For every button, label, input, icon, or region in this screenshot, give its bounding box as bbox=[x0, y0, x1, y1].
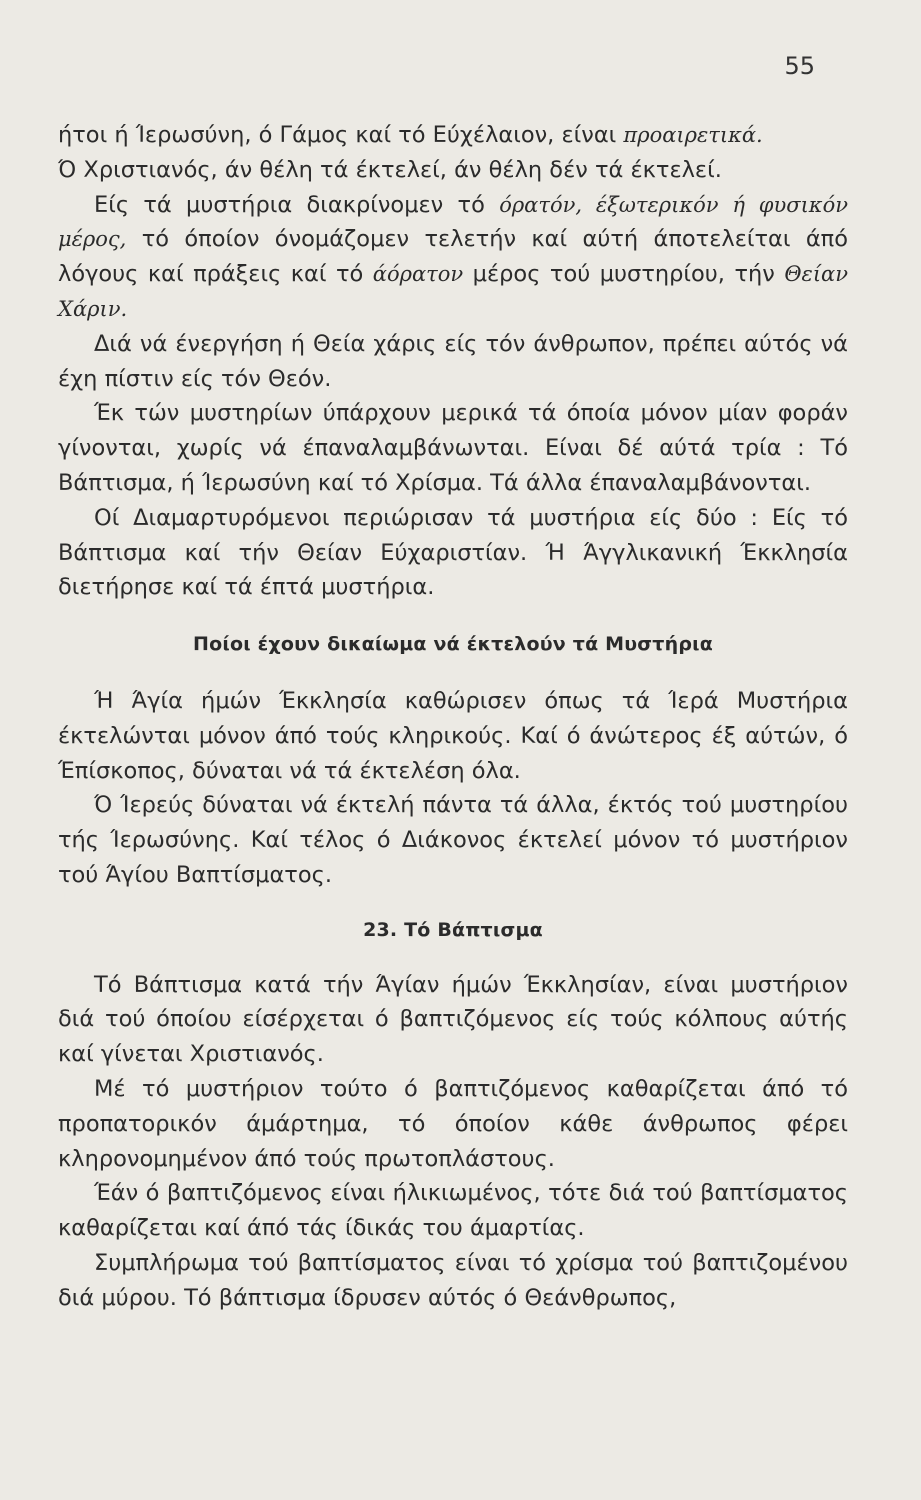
paragraph-p3 bbox=[58, 188, 848, 327]
text-run: Έάν ό βαπτιζόμενος είναι ήλικιωμένος, τότε διά τού βαπτίσματος καθαρίζεται καί άπό τάς ίδικάς του άμαρτίας. bbox=[58, 1180, 848, 1242]
text-run: Ή Άγία ήμών Έκκλησία καθώρισεν όπως τά Ίερά Μυστήρια έκτελώνται μόνον άπό τούς κληρικούς. Καί ό άνώτερος έξ αύτών, ό Έπίσκοπος, δύναται νά τά έκτελέση όλα. bbox=[58, 687, 848, 784]
italic-phrase: άόρατον bbox=[372, 262, 464, 287]
paragraphs-top bbox=[58, 118, 848, 605]
paragraph-p7 bbox=[58, 684, 848, 788]
text-run: τό όποίον όνομάζομεν τελετήν καί αύτή άποτελείται άπό λόγους καί πράξεις καί τό bbox=[58, 226, 848, 288]
paragraph-p6 bbox=[58, 501, 848, 605]
text-run: Διά νά ένεργήση ή Θεία χάρις είς τόν άνθρωπον, πρέπει αύτός νά έχη πίστιν είς τόν Θεόν. bbox=[58, 330, 848, 392]
text-run: Έκ τών μυστηρίων ύπάρχουν μερικά τά όποία μόνον μίαν φοράν γίνονται, χωρίς νά έπαναλαμβάνωνται. Είναι δέ αύτά τρία : Τό Βάπτισμα, ή Ίερωσύνη καί τό Χρίσμα. Τά άλλα έπαναλαμβάνονται. bbox=[58, 400, 848, 496]
paragraphs-middle bbox=[58, 684, 848, 893]
section-title: Ποίοι έχουν δικαίωμα νά έκτελούν τά Μυστήρια bbox=[193, 633, 713, 656]
page-number: 55 bbox=[784, 52, 815, 80]
paragraph-p4 bbox=[58, 327, 848, 397]
text-run: ήτοι ή Ίερωσύνη, ό Γάμος καί τό Εύχέλαιον, είναι bbox=[58, 122, 624, 148]
paragraph-p10 bbox=[58, 1072, 848, 1176]
italic-phrase: προαιρετικά. bbox=[623, 123, 763, 147]
paragraphs-bottom bbox=[58, 968, 848, 1316]
text-run: Μέ τό μυστήριον τούτο ό βαπτιζόμενος καθαρίζεται άπό τό προπατορικόν άμάρτημα, τό όποίον κάθε άνθρωπος φέρει κληρονομημένον άπό τούς πρωτοπλάστους. bbox=[58, 1075, 848, 1172]
italic-phrase: όρατόν, έξωτερικόν ή φυσικόν μέρος, bbox=[58, 192, 848, 252]
paragraph-p1 bbox=[58, 118, 848, 153]
text-run: Ό Χριστιανός, άν θέλη τά έκτελεί, άν θέλη δέν τά έκτελεί. bbox=[58, 156, 722, 183]
text-run: Συμπλήρωμα τού βαπτίσματος είναι τό χρίσμα τού βαπτιζομένου διά μύρου. Τό βάπτισμα ίδρυσεν αύτός ό Θεάνθρωπος, bbox=[58, 1249, 848, 1311]
chapter-subtitle: 23. Τό Βάπτισμα bbox=[363, 918, 543, 941]
paragraph-p2 bbox=[58, 153, 848, 188]
paragraph-p5 bbox=[58, 396, 848, 500]
page-text bbox=[58, 118, 848, 1316]
paragraph-p9 bbox=[58, 968, 848, 1072]
text-run: Τό Βάπτισμα κατά τήν Άγίαν ήμών Έκκλησίαν, είναι μυστήριον διά τού όποίου είσέρχεται ό βαπτιζόμενος είς τούς κόλπους αύτής καί γίνεται Χριστιανός. bbox=[58, 971, 848, 1068]
paragraph-p11 bbox=[58, 1176, 848, 1246]
text-run: Ό Ίερεύς δύναται νά έκτελή πάντα τά άλλα, έκτός τού μυστηρίου τής Ίερωσύνης. Καί τέλος ό Διάκονος έκτελεί μόνον τό μυστήριον τού Άγίου Βαπτίσματος. bbox=[58, 792, 848, 888]
text-run: Είς τά μυστήρια διακρίνομεν τό bbox=[94, 191, 500, 218]
paragraph-p12 bbox=[58, 1246, 848, 1316]
text-run: μέρος τού μυστηρίου, τήν bbox=[463, 261, 785, 288]
paragraph-p8 bbox=[58, 788, 848, 892]
text-run: Οί Διαμαρτυρόμενοι περιώρισαν τά μυστήρια είς δύο : Είς τό Βάπτισμα καί τήν Θείαν Εύχαριστίαν. Ή Άγγλικανική Έκκλησία διετήρησε καί τά έπτά μυστήρια. bbox=[58, 504, 848, 601]
italic-phrase: Θείαν Χάριν. bbox=[58, 262, 848, 321]
